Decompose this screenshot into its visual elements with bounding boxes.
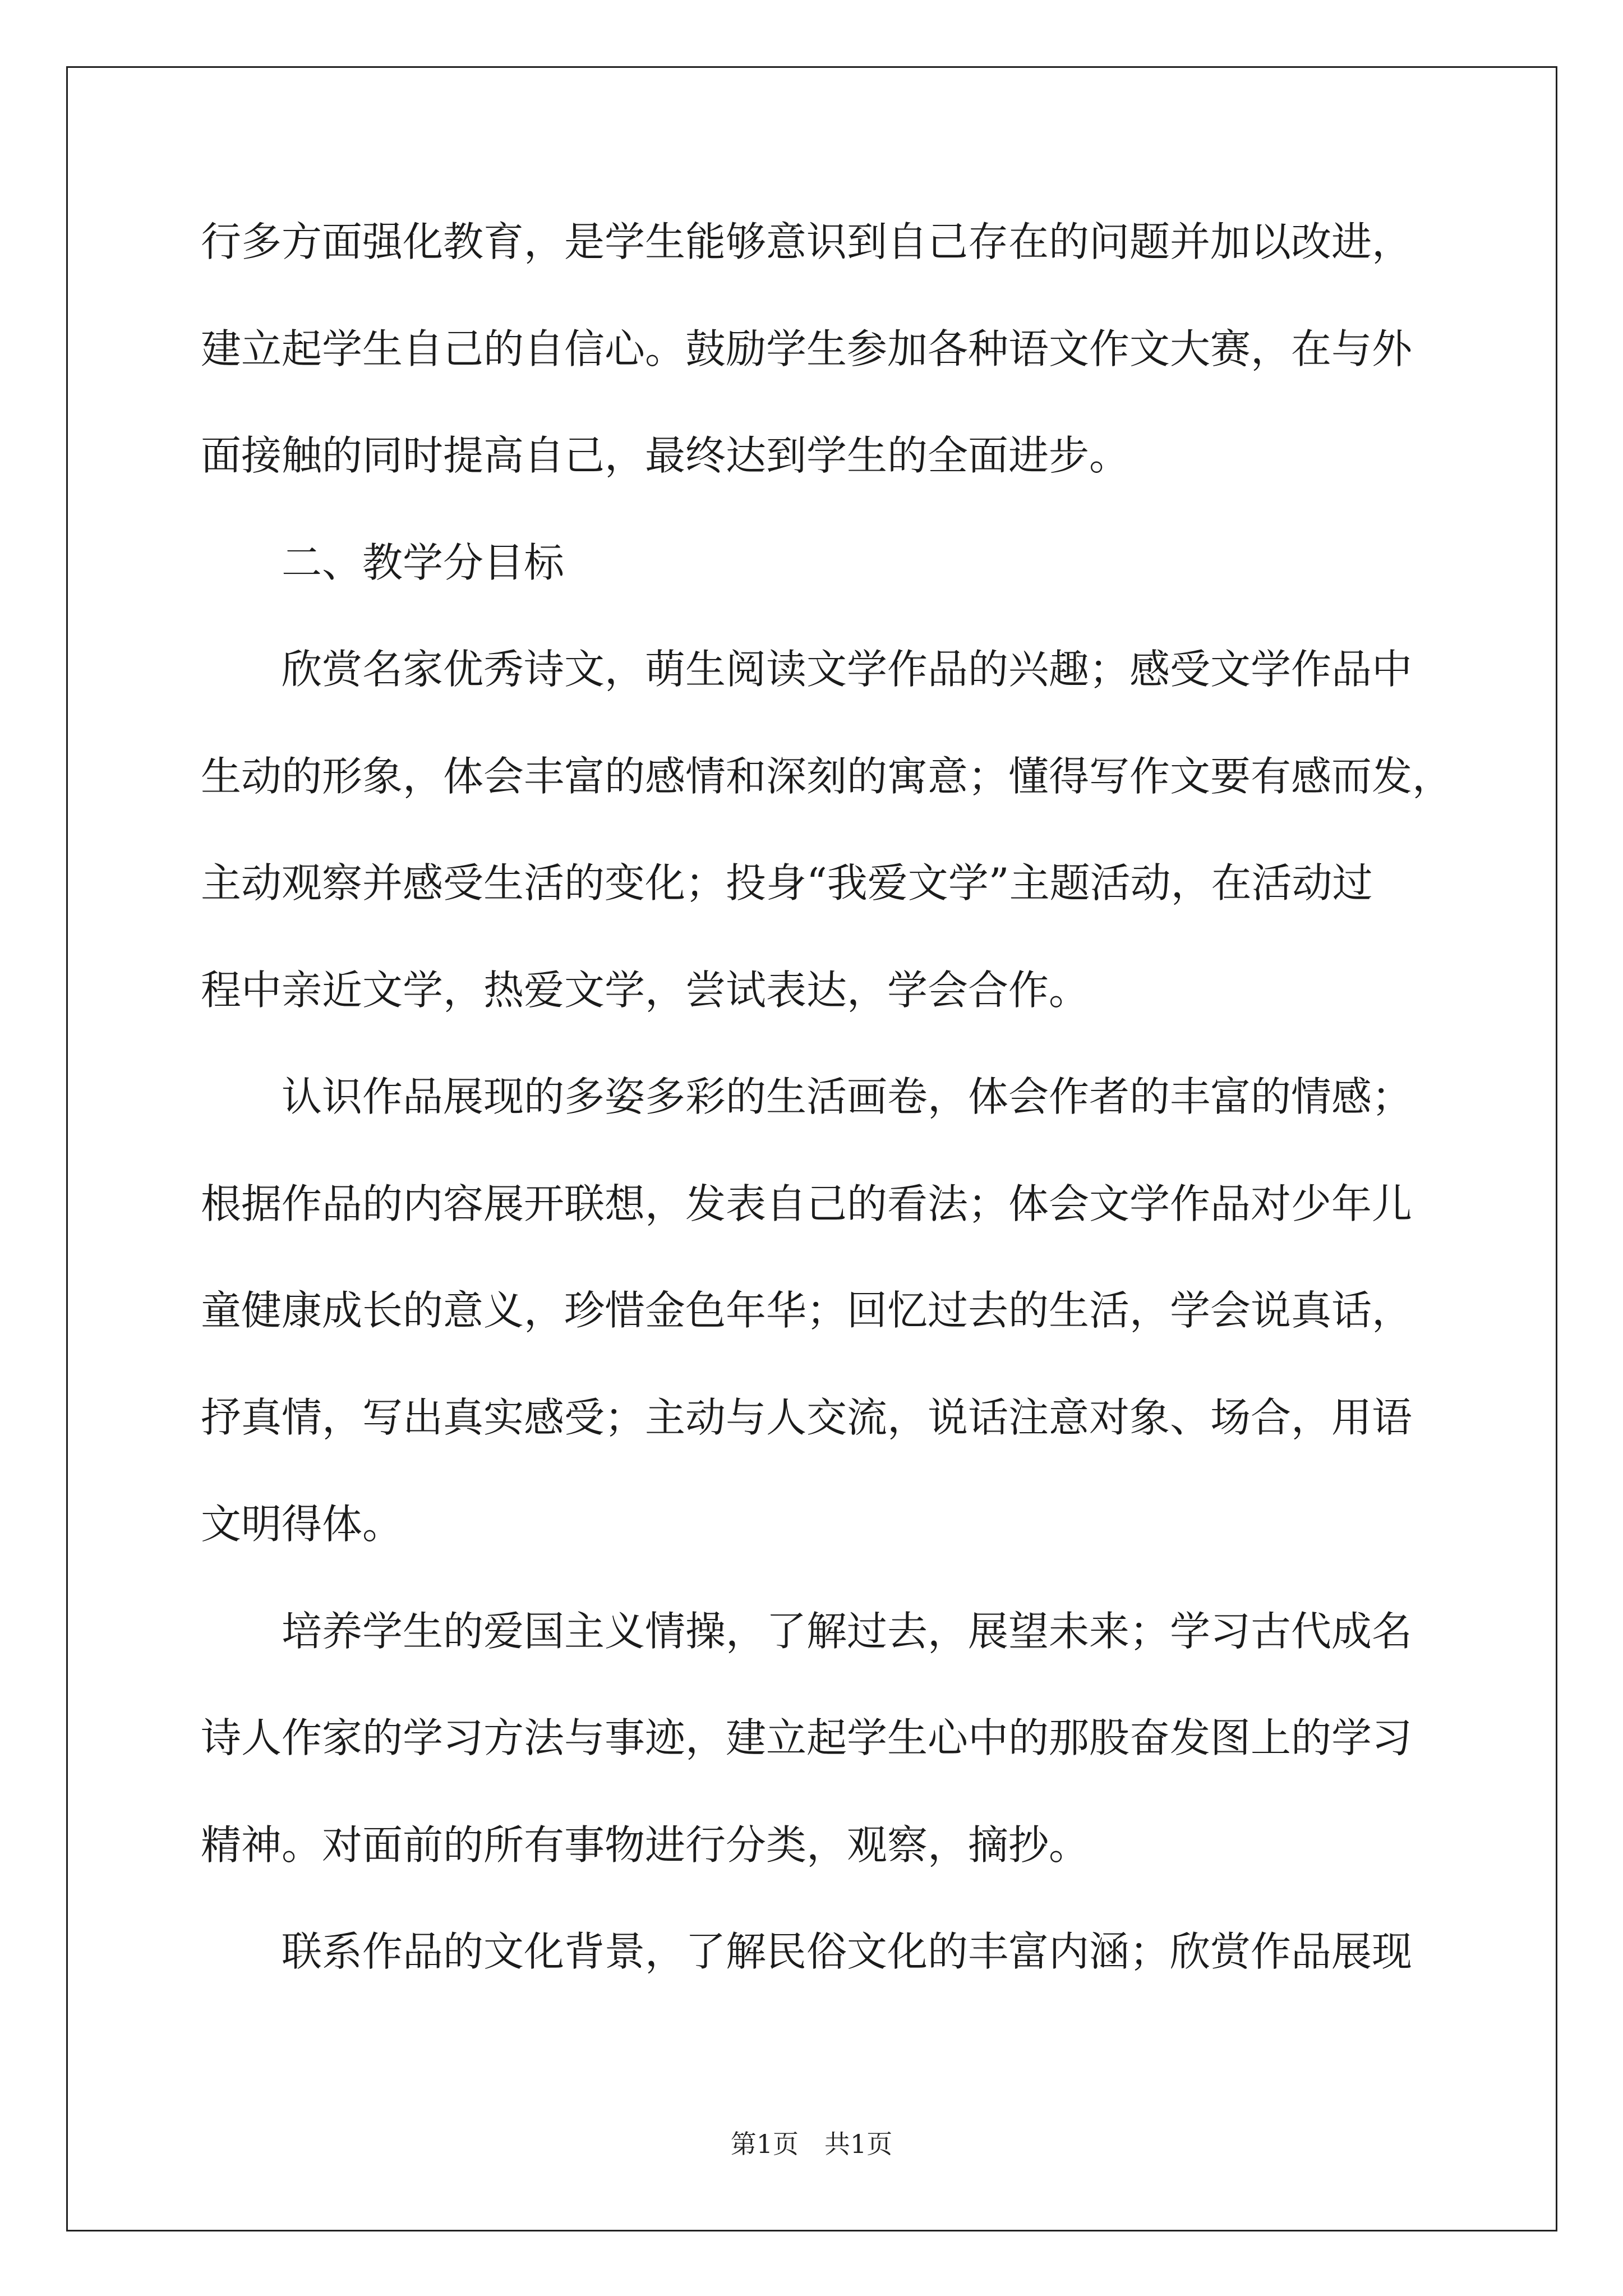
text-line: 生动的形象，体会丰富的感情和深刻的寓意；懂得写作文要有感而发， [201,752,1453,800]
text-line: 欣赏名家优秀诗文，萌生阅读文学作品的兴趣；感受文学作品中 [282,646,1413,693]
text-line: 文明得体。 [201,1501,403,1548]
section-heading-text: 二、教学分目标 [282,539,565,586]
text-line: 抒真情，写出真实感受；主动与人交流，说话注意对象、场合，用语 [201,1393,1413,1441]
paragraph [201,616,1502,1043]
text-line: 培养学生的爱国主义情操，了解过去，展望未来；学习古代成名 [282,1607,1413,1655]
text-line: 诗人作家的学习方法与事迹，建立起学生心中的那股奋发图上的学习 [201,1714,1413,1761]
text-line: 面接触的同时提高自己，最终达到学生的全面进步。 [201,432,1130,479]
paragraph [201,1898,1502,2005]
page-number: 第1页 [730,2129,799,2159]
text-line: 联系作品的文化背景，了解民俗文化的丰富内涵；欣赏作品展现 [282,1928,1413,1975]
text-line: 童健康成长的意义，珍惜金色年华；回忆过去的生活，学会说真话， [201,1287,1413,1334]
section-heading [201,509,1502,616]
text-line: 建立起学生自己的自信心。鼓励学生参加各种语文作文大赛，在与外 [201,325,1413,372]
paragraph [201,1578,1502,1899]
paragraph [201,1043,1502,1578]
paragraph [201,188,1502,509]
text-line: 行多方面强化教育，是学生能够意识到自己存在的问题并加以改进， [201,218,1413,265]
text-line: 认识作品展现的多姿多彩的生活画卷，体会作者的丰富的情感； [282,1073,1413,1120]
text-line: 根据作品的内容展开联想，发表自己的看法；体会文学作品对少年儿 [201,1180,1413,1227]
document-body [201,188,1502,2005]
text-line: 程中亲近文学，热爱文学，尝试表达，学会合作。 [201,966,1090,1014]
text-line: 精神。对面前的所有事物进行分类，观察，摘抄。 [201,1821,1090,1869]
page-footer [0,2129,1623,2159]
text-line: 主动观察并感受生活的变化；投身“我爱文学”主题活动，在活动过 [201,859,1373,907]
page-total: 共1页 [824,2129,893,2159]
